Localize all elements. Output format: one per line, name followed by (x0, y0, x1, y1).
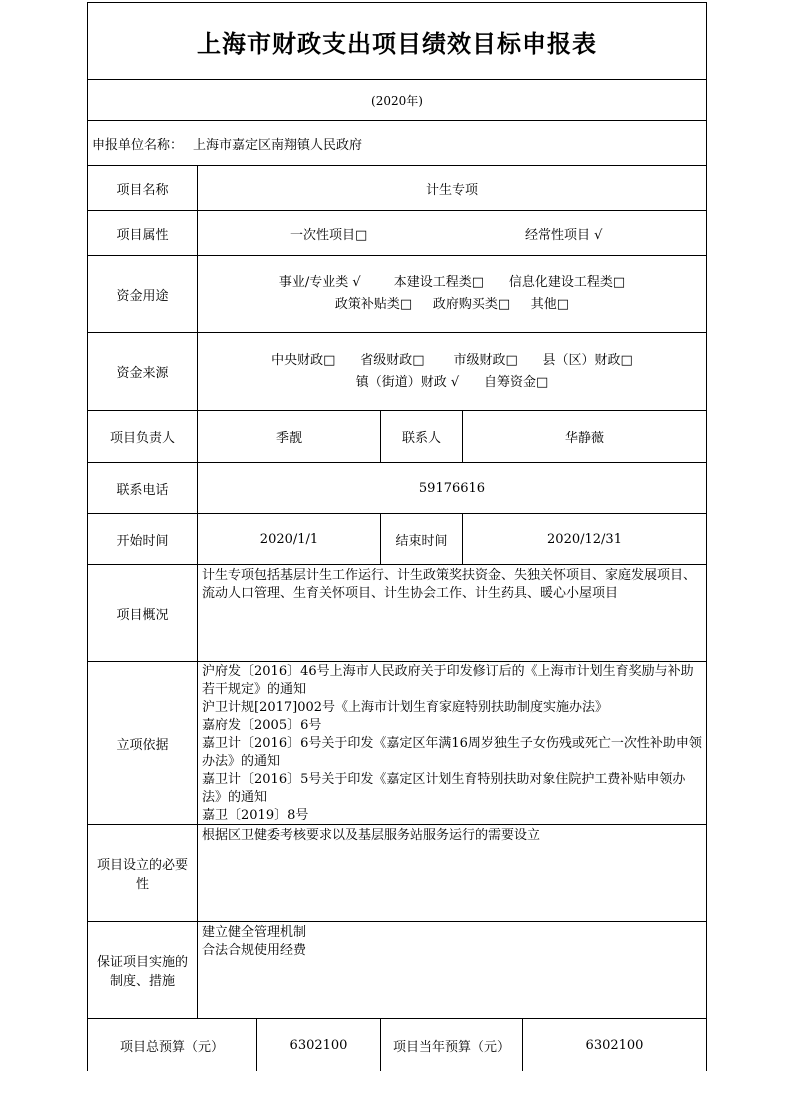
leader-label: 项目负责人 (109, 431, 175, 446)
basis-row (87, 662, 707, 825)
fund-usage-options (197, 256, 706, 332)
budget-row (87, 1019, 707, 1071)
fund-usage-line1: 事业/专业类 √ 本建设工程类□ 信息化建设工程类□ (278, 275, 626, 290)
project-attr-row (87, 211, 707, 256)
contact-value: 华静薇 (462, 411, 706, 462)
necessity-label: 项目设立的必要性 (96, 858, 188, 892)
fund-source-row (87, 333, 707, 411)
project-name-value: 计生专项 (197, 166, 706, 210)
total-budget-value: 6302100 (256, 1019, 380, 1071)
measures-line: 合法合规使用经费 (202, 943, 307, 958)
basis-line: 嘉卫计〔2016〕5号关于印发《嘉定区计划生育特别扶助对象住院护工费补贴申领办法》的通知 (202, 772, 686, 805)
project-attr-values (197, 211, 706, 255)
project-attr-label: 项目属性 (116, 227, 169, 243)
measures-text (197, 922, 706, 1018)
unit-label: 申报单位名称： (92, 137, 184, 153)
start-time-label: 开始时间 (116, 533, 169, 549)
fund-usage-row (87, 256, 707, 333)
end-time-value: 2020/12/31 (462, 514, 706, 564)
phone-row (87, 463, 707, 514)
necessity-row (87, 825, 707, 922)
time-row (87, 514, 707, 565)
project-name-label: 项目名称 (116, 182, 169, 198)
overview-text: 计生专项包括基层计生工作运行、计生政策奖扶资金、失独关怀项目、家庭发展项目、流动人口管理、生育关怀项目、计生协会工作、计生药具、暖心小屋项目 (197, 565, 706, 661)
leader-row (87, 411, 707, 463)
year-row (87, 80, 707, 121)
fund-usage-line2: 政策补贴类□ 政府购买类□ 其他□ (334, 297, 570, 312)
start-time-value: 2020/1/1 (197, 514, 380, 564)
basis-line: 嘉卫〔2019〕8号 (202, 808, 309, 823)
measures-row (87, 922, 707, 1019)
unit-value: 上海市嘉定区南翔镇人民政府 (193, 137, 363, 153)
necessity-text: 根据区卫健委考核要求以及基层服务站服务运行的需要设立 (197, 825, 706, 921)
measures-label: 保证项目实施的制度、措施 (96, 955, 188, 989)
project-attr-onetime: 一次性项目□ (290, 227, 368, 243)
unit-row (87, 121, 707, 166)
year-budget-label: 项目当年预算（元） (380, 1019, 522, 1071)
project-name-row (87, 166, 707, 211)
end-time-label: 结束时间 (380, 514, 462, 564)
year-budget-value: 6302100 (522, 1019, 706, 1071)
fund-source-line1: 中央财政□ 省级财政□ 市级财政□ 县（区）财政□ (271, 352, 633, 368)
phone-label: 联系电话 (116, 482, 169, 498)
fund-source-options (197, 333, 706, 410)
project-attr-recurring: 经常性项目 √ (525, 227, 603, 243)
fund-source-line2: 镇（街道）财政 √ 自筹资金□ (355, 374, 549, 390)
fund-usage-label: 资金用途 (116, 288, 169, 304)
contact-label: 联系人 (380, 411, 462, 462)
form-year: (2020年) (371, 93, 423, 108)
basis-line: 沪府发〔2016〕46号上海市人民政府关于印发修订后的《上海市计划生育奖励与补助若干规定》的通知 (202, 664, 694, 697)
measures-line: 建立健全管理机制 (202, 925, 307, 940)
overview-label: 项目概况 (116, 607, 169, 623)
basis-line: 沪卫计规[2017]002号《上海市计划生育家庭特别扶助制度实施办法》 (202, 700, 609, 715)
basis-line: 嘉卫计〔2016〕6号关于印发《嘉定区年满16周岁独生子女伤残或死亡一次性补助申领办法》的通知 (202, 736, 702, 769)
basis-label: 立项依据 (116, 737, 169, 753)
unit-line (92, 121, 706, 165)
title-row (87, 2, 707, 80)
basis-line: 嘉府发〔2005〕6号 (202, 718, 322, 733)
leader-value: 季靓 (197, 411, 380, 462)
fund-source-label: 资金来源 (116, 366, 169, 381)
phone-value: 59176616 (197, 463, 706, 513)
form-title: 上海市财政支出项目绩效目标申报表 (197, 29, 597, 58)
total-budget-label: 项目总预算（元） (119, 1039, 224, 1055)
basis-text (197, 662, 706, 824)
overview-row (87, 565, 707, 662)
